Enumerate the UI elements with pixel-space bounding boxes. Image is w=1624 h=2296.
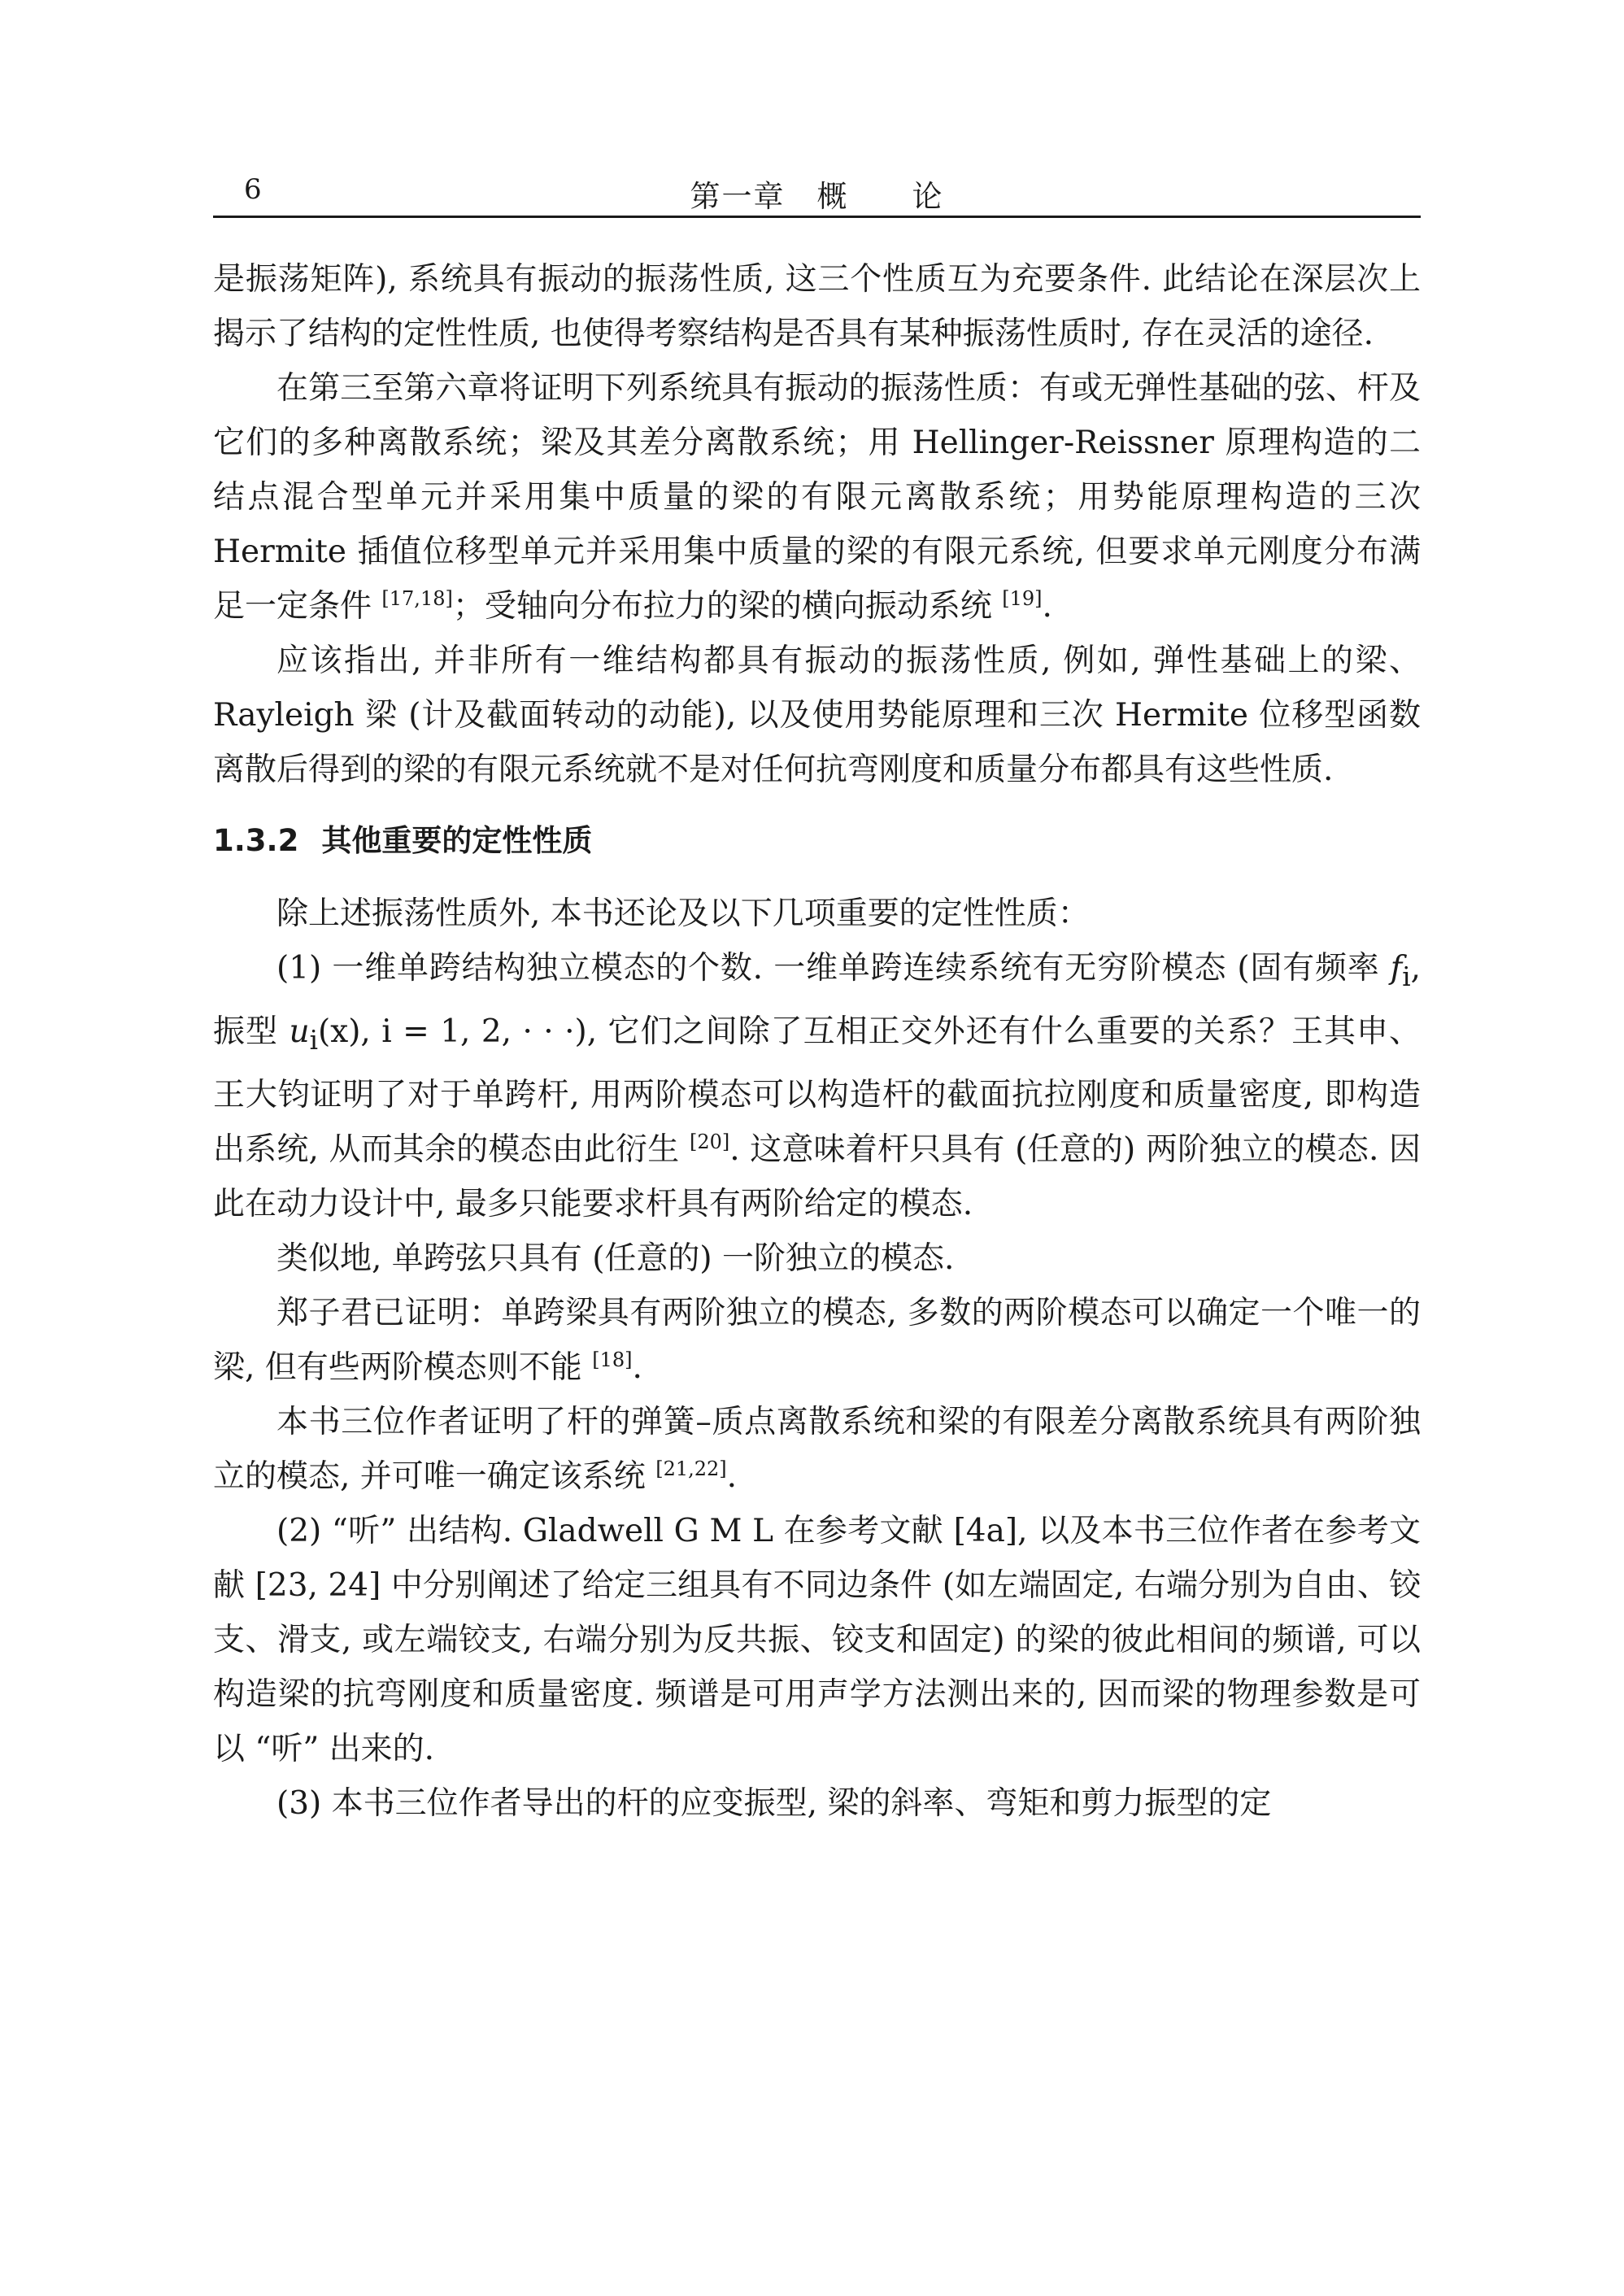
paragraph [213,1231,1421,1286]
paragraph-text: 在第三至第六章将证明下列系统具有振动的振荡性质：有或无弹性基础的弦、杆及它们的多种离散系统；梁及其差分离散系统；用 Hellinger-Reissner 原理构造的二结点混合型单元并采用集中质量的梁的有限元离散系统；用势能原理构造的三次 Hermite 插值位移型单元并采用集中质量的梁的有限元系统, 但要求单元刚度分布满足一定条件 [213,370,1421,625]
citation: [20] [689,1130,730,1153]
paragraph [213,887,1421,941]
paragraph-text: 本书三位作者证明了杆的弹簧–质点离散系统和梁的有限差分离散系统具有两阶独立的模态, 并可唯一确定该系统 [213,1403,1421,1495]
paragraph-text: 郑子君已证明：单跨梁具有两阶独立的模态, 多数的两阶模态可以确定一个唯一的梁, 但有些两阶模态则不能 [213,1294,1421,1386]
paragraph [213,1286,1421,1395]
paragraph [213,361,1421,634]
page-body [213,252,1421,1831]
math-symbol: f [1390,950,1403,987]
paragraph-text: 应该指出, 并非所有一维结构都具有振动的振荡性质, 例如, 弹性基础上的梁、Rayleigh 梁 (计及截面转动的动能), 以及使用势能原理和三次 Hermite 位移型函数离散后得到的梁的有限元系统就不是对任何抗弯刚度和质量分布都具有这些性质. [213,643,1421,788]
section-number: 1.3.2 [213,823,299,858]
paragraph-text: , 振型 [213,950,1421,1050]
paragraph-text: (3) 本书三位作者导出的杆的应变振型, 梁的斜率、弯矩和剪力振型的定 [276,1784,1272,1822]
paragraph [213,634,1421,797]
paragraph-text: 是振荡矩阵), 系统具有振动的振荡性质, 这三个性质互为充要条件. 此结论在深层次上揭示了结构的定性性质, 也使得考察结构是否具有某种振荡性质时, 存在灵活的途径. [213,261,1421,352]
paragraph-text: ；受轴向分布拉力的梁的横向振动系统 [452,588,1003,625]
paragraph-text: . [1042,588,1052,625]
paragraph [213,1504,1421,1776]
citation: [17,18] [381,587,453,610]
paragraph [213,252,1421,361]
paragraph [213,1776,1421,1831]
paragraph-text: 除上述振荡性质外, 本书还论及以下几项重要的定性性质： [276,895,1090,932]
math-symbol: u [289,1013,310,1050]
page [213,167,1421,1831]
page-number: 6 [244,173,262,206]
paragraph [213,941,1421,1231]
paragraph-text: (1) 一维单跨结构独立模态的个数. 一维单跨连续系统有无穷阶模态 (固有频率 [276,950,1391,987]
paragraph-text: (x), i = 1, 2, · · ·), 它们之间除了互相正交外还有什么重要的关系？王其申、王大钧证明了对于单跨杆, 用两阶模态可以构造杆的截面抗拉刚度和质量密度, 即构造出系统, 从而其余的模态由此衍生 [213,1013,1422,1168]
paragraph-text: (2) “听” 出结构. Gladwell G M L 在参考文献 [4a], 以及本书三位作者在参考文献 [23, 24] 中分别阐述了给定三组具有不同边条件 (如左端固定, 右端分别为自由、铰支、滑支, 或左端铰支, 右端分别为反共振、铰支和固定) 的梁的彼此相间的频谱, 可以构造梁的抗弯刚度和质量密度. 频谱是可用声学方法测出来的, 因而梁的物理参数是可以 “听” 出来的. [213,1512,1421,1767]
chapter-title: 第一章 概 论 [690,179,944,214]
paragraph-text: . [632,1348,642,1386]
citation: [21,22] [655,1457,727,1480]
math-subscript: i [1402,961,1411,992]
math-subscript: i [309,1024,318,1056]
paragraph-text: . 这意味着杆只具有 (任意的) 两阶独立的模态. 因此在动力设计中, 最多只能要求杆具有两阶给定的模态. [213,1131,1421,1222]
paragraph [213,1395,1421,1504]
running-header [213,167,1421,218]
paragraph-text: . [726,1457,738,1495]
section-title: 其他重要的定性性质 [321,823,593,858]
citation: [18] [592,1348,633,1371]
section-heading [213,817,1421,865]
citation: [19] [1002,587,1043,610]
paragraph-text: 类似地, 单跨弦只具有 (任意的) 一阶独立的模态. [276,1239,955,1277]
